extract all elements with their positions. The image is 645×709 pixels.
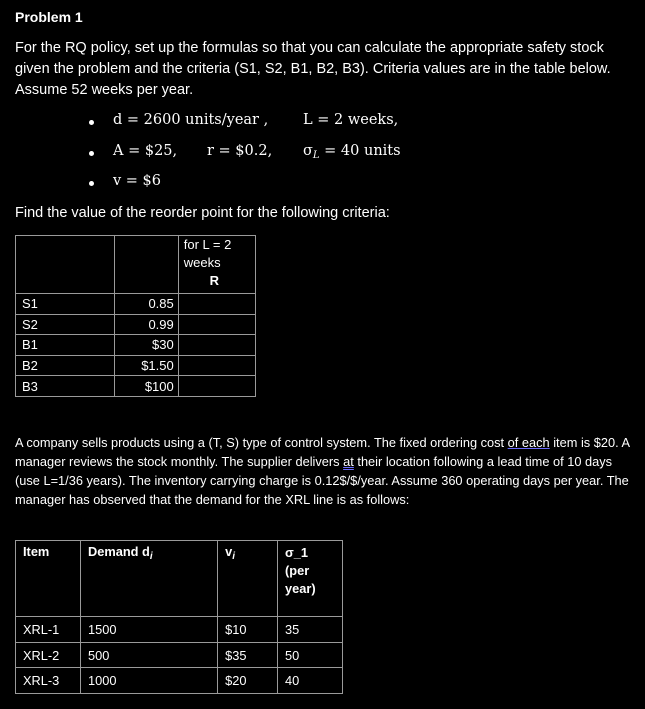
header-demand-subscript: i: [149, 551, 153, 562]
problem-title: Problem 1: [15, 9, 83, 25]
item-sigma: 35: [278, 617, 343, 643]
criterion-label: B1: [16, 335, 115, 356]
criterion-label: S1: [16, 294, 115, 315]
criterion-value: $100: [114, 376, 178, 397]
items-table-header: [16, 541, 343, 617]
header-empty-cell: [114, 236, 178, 294]
given-d: d = 2600 units/year ,: [113, 112, 269, 128]
item-v: $35: [218, 642, 278, 668]
item-v: $10: [218, 617, 278, 643]
criterion-value: $1.50: [114, 355, 178, 376]
table-row: [16, 314, 256, 335]
criterion-label: B2: [16, 355, 115, 376]
table-row: [16, 617, 343, 643]
given-L: L = 2 weeks,: [303, 112, 399, 128]
answer-cell[interactable]: [178, 376, 255, 397]
sigma-subscript: L: [312, 150, 320, 161]
item-name: XRL-3: [16, 668, 81, 694]
bullet-dot: [89, 181, 94, 186]
header-R: R: [209, 273, 220, 288]
header-v-subscript: i: [232, 551, 236, 562]
bullet-dot: [89, 120, 94, 125]
answer-cell[interactable]: [178, 335, 255, 356]
header-sigma-line-3: year): [285, 581, 316, 596]
header-demand: [80, 541, 217, 617]
intro-paragraph: For the RQ policy, set up the formulas so that you can calculate the appropriate safety stock given the problem and the criteria (S1, S2, B1, B2, B3). Criteria values are in the table below. Assume 52 weeks per year.: [15, 40, 611, 98]
header-sigma-line-1: σ_1: [285, 545, 308, 560]
item-sigma: 50: [278, 642, 343, 668]
header-empty-cell: [16, 236, 115, 294]
table-row: [16, 642, 343, 668]
item-name: XRL-1: [16, 617, 81, 643]
answer-cell[interactable]: [178, 314, 255, 335]
p2-text-2: item is $20. A manager reviews the stock monthly. The supplier delivers: [15, 435, 630, 469]
header-line-1: for L = 2: [183, 237, 232, 252]
given-r: r = $0.2,: [207, 143, 273, 159]
item-name: XRL-2: [16, 642, 81, 668]
criterion-value: 0.85: [114, 294, 178, 315]
p2-text-1: A company sells products using a (T, S) type of control system. The fixed ordering cost: [15, 435, 508, 450]
item-demand: 1500: [80, 617, 217, 643]
item-demand: 500: [80, 642, 217, 668]
criterion-label: B3: [16, 376, 115, 397]
table-row: [16, 376, 256, 397]
answer-cell[interactable]: [178, 355, 255, 376]
header-sigma: [278, 541, 343, 617]
items-table: [15, 540, 343, 694]
item-demand: 1000: [80, 668, 217, 694]
table-row: [16, 335, 256, 356]
criteria-table-header: [16, 236, 256, 294]
p2-underlined-text: of each: [507, 435, 550, 450]
p2-double-underlined-text: at: [343, 454, 354, 469]
table-row: [16, 355, 256, 376]
header-reorder-cell: [178, 236, 255, 294]
bullet-dot: [89, 151, 94, 156]
sigma-value: = 40 units: [319, 143, 401, 159]
given-sigma-L: [303, 143, 401, 161]
header-demand-label: Demand d: [87, 544, 150, 559]
p2-text-3: their location following a lead time of 10 days (use L=1/36 years). The inventory carrying charge is 0.12$/$/year. Assume 360 operating days per year. The manager has observed that the demand for the XRL line is as follows:: [15, 454, 629, 507]
header-sigma-line-2: (per: [285, 563, 310, 578]
find-instruction: Find the value of the reorder point for the following criteria:: [15, 205, 390, 221]
problem-2-paragraph: [15, 433, 635, 509]
answer-cell[interactable]: [178, 294, 255, 315]
given-A: A = $25,: [113, 143, 178, 159]
table-row: [16, 294, 256, 315]
sigma-symbol: σ: [303, 143, 313, 159]
criterion-value: $30: [114, 335, 178, 356]
criterion-label: S2: [16, 314, 115, 335]
header-v-label: v: [225, 544, 233, 559]
header-v: [218, 541, 278, 617]
header-item: Item: [16, 541, 81, 617]
table-row: [16, 668, 343, 694]
criterion-value: 0.99: [114, 314, 178, 335]
item-sigma: 40: [278, 668, 343, 694]
criteria-table: [15, 235, 256, 397]
given-v: v = $6: [113, 173, 162, 189]
item-v: $20: [218, 668, 278, 694]
header-line-2: weeks: [183, 255, 221, 270]
